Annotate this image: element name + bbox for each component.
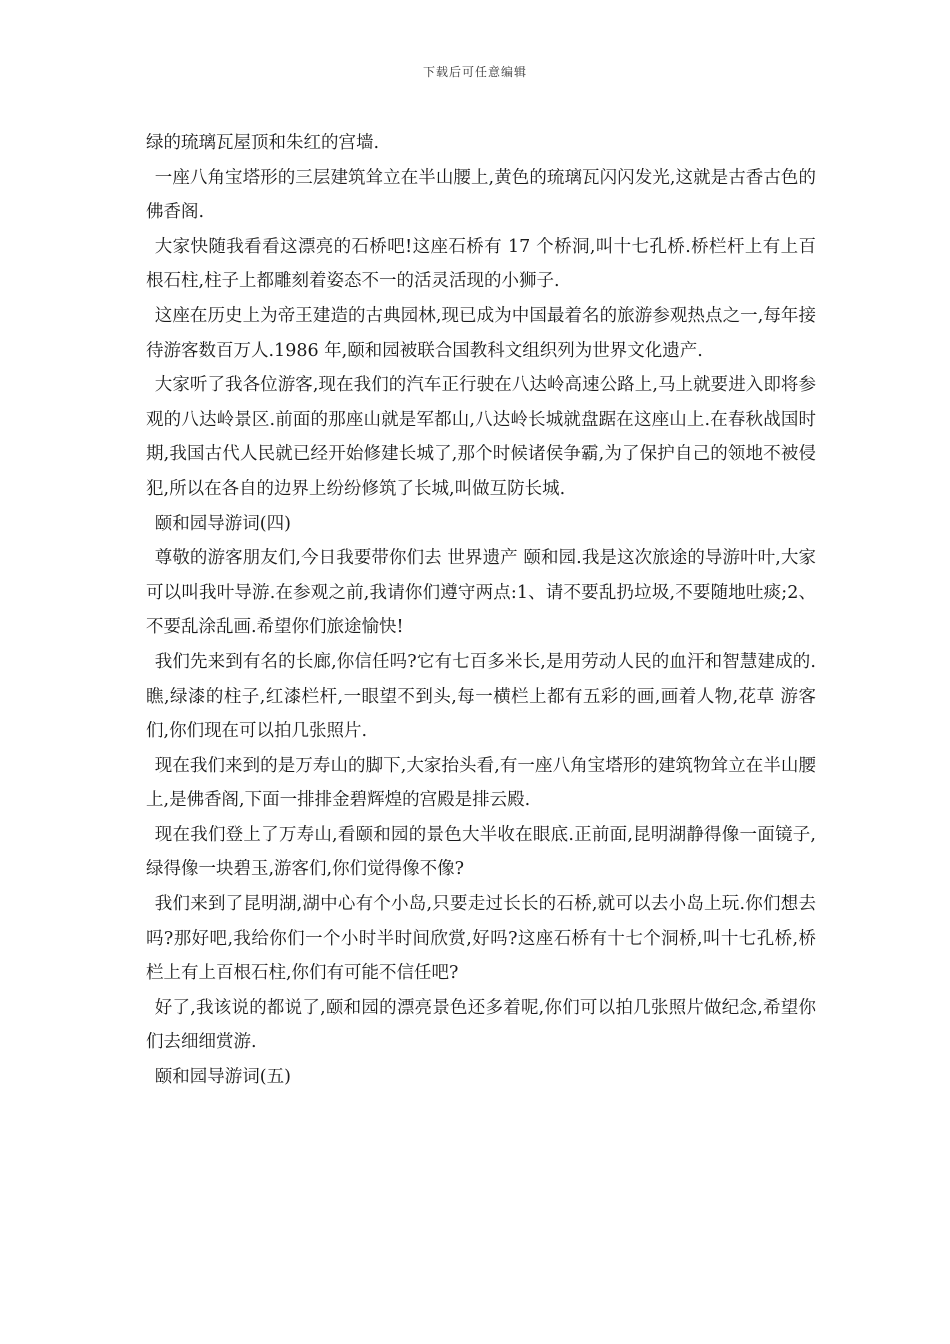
paragraph-7: 我们先来到有名的长廊,你信任吗?它有七百多米长,是用劳动人民的血汗和智慧建成的.瞧,绿漆的柱子,红漆栏杆,一眼望不到头,每一横栏上都有五彩的画,画着人物,花草 游客们,你们现在可以拍几张照片. — [146, 651, 816, 742]
paragraph-1: 绿的琉璃瓦屋顶和朱红的宫墙. — [146, 133, 380, 153]
section-heading-4: 颐和园导游词(四) — [154, 513, 291, 534]
paragraph-4: 这座在历史上为帝王建造的古典园林,现已成为中国最着名的旅游参观热点之一,每年接待游客数百万人.1986 年,颐和园被联合国教科文组织列为世界文化遗产. — [146, 305, 816, 361]
paragraph-5: 大家听了我各位游客,现在我们的汽车正行驶在八达岭高速公路上,马上就要进入即将参观的八达岭景区.前面的那座山就是军都山,八达岭长城就盘踞在这座山上.在春秋战国时期,我国古代人民就已经开始修建长城了,那个时候诸侯争霸,为了保护自己的领地不被侵犯,所以在各自的边界上纷纷修筑了长城,叫做互防长城. — [146, 375, 816, 499]
document-body — [146, 126, 816, 1095]
paragraph-2: 一座八角宝塔形的三层建筑耸立在半山腰上,黄色的琉璃瓦闪闪发光,这就是古香古色的佛香阁. — [146, 167, 816, 223]
page-header-note: 下载后可任意编辑 — [422, 65, 527, 79]
section-heading-5: 颐和园导游词(五) — [154, 1067, 291, 1088]
paragraph-10: 我们来到了昆明湖,湖中心有个小岛,只要走过长长的石桥,就可以去小岛上玩.你们想去吗?那好吧,我给你们一个小时半时间欣赏,好吗?这座石桥有十七个洞桥,叫十七孔桥,桥栏上有上百根石柱,你们有可能不信任吧? — [146, 894, 816, 984]
paragraph-11: 好了,我该说的都说了,颐和园的漂亮景色还多着呢,你们可以拍几张照片做纪念,希望你们去细细赏游. — [146, 997, 816, 1053]
paragraph-3: 大家快随我看看这漂亮的石桥吧!这座石桥有 17 个桥洞,叫十七孔桥.桥栏杆上有上百根石柱,柱子上都雕刻着姿态不一的活灵活现的小狮子. — [146, 236, 816, 292]
paragraph-9: 现在我们登上了万寿山,看颐和园的景色大半收在眼底.正前面,昆明湖静得像一面镜子,绿得像一块碧玉,游客们,你们觉得像不像? — [146, 824, 816, 880]
paragraph-6: 尊敬的游客朋友们,今日我要带你们去 世界遗产 颐和园.我是这次旅途的导游叶叶,大家可以叫我叶导游.在参观之前,我请你们遵守两点:1、请不要乱扔垃圾,不要随地吐痰;2、不要乱涂乱画.希望你们旅途愉快! — [146, 548, 816, 638]
paragraph-8: 现在我们来到的是万寿山的脚下,大家抬头看,有一座八角宝塔形的建筑物耸立在半山腰上,是佛香阁,下面一排排金碧辉煌的宫殿是排云殿. — [146, 755, 816, 811]
